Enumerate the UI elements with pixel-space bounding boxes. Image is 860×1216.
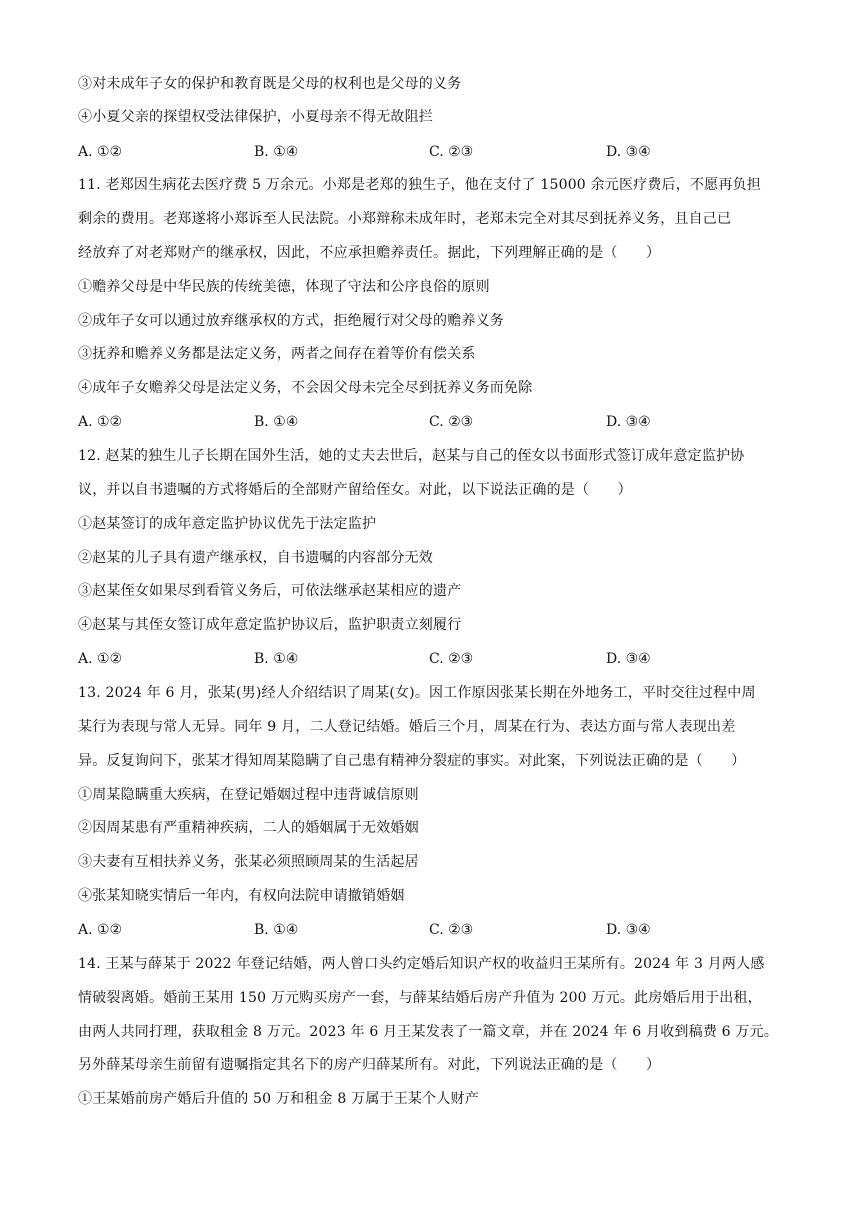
q11-stem-line-2: 剩余的费用。老郑遂将小郑诉至人民法院。小郑辩称未成年时，老郑未完全对其尽到抚养义务，且自己已 [78,211,732,227]
q10-statement-3: ③对未成年子女的保护和教育既是父母的权利也是父母的义务 [78,76,462,92]
q13-statement-1: ①周某隐瞒重大疾病，在登记婚姻过程中违背诚信原则 [78,787,419,803]
q14-statement-1: ①王某婚前房产婚后升值的 50 万和租金 8 万属于王某个人财产 [78,1091,479,1107]
q11-statement-1: ①赡养父母是中华民族的传统美德，体现了守法和公序良俗的原则 [78,279,490,295]
q12-statement-3: ③赵某侄女如果尽到看管义务后，可依法继承赵某相应的遗产 [78,583,462,599]
q11-stem-line-1: 11. 老郑因生病花去医疗费 5 万余元。小郑是老郑的独生子，他在支付了 15000 余元医疗费后，不愿再负担 [78,177,761,193]
q12-stem-line-1: 12. 赵某的独生儿子长期在国外生活，她的丈夫去世后，赵某与自己的侄女以书面形式签订成年意定监护协 [78,448,745,464]
q11-statement-3: ③抚养和赡养义务都是法定义务，两者之间存在着等价有偿关系 [78,346,476,362]
q11-option-c[interactable]: C. ②③ [429,414,474,430]
q13-option-a[interactable]: A. ①② [78,922,123,938]
q14-stem-line-2: 情破裂离婚。婚前王某用 150 万元购买房产一套，与薛某结婚后房产升值为 200 万元。此房婚后用于出租， [78,990,762,1006]
q13-option-b[interactable]: B. ①④ [254,922,299,938]
q12-statement-4: ④赵某与其侄女签订成年意定监护协议后，监护职责立刻履行 [78,617,462,633]
q12-option-d[interactable]: D. ③④ [606,651,651,667]
q13-stem-line-3: 异。反复询问下，张某才得知周某隐瞒了自己患有精神分裂症的事实。对此案，下列说法正确的是（ ） [78,753,746,769]
q10-option-d[interactable]: D. ③④ [606,144,651,160]
q11-option-d[interactable]: D. ③④ [606,414,651,430]
q14-stem-line-1: 14. 王某与薛某于 2022 年登记结婚，两人曾口头约定婚后知识产权的收益归王某所有。2024 年 3 月两人感 [78,956,765,972]
q14-stem-line-4: 另外薛某母亲生前留有遗嘱指定其名下的房产归薛某所有。对此，下列说法正确的是（ ） [78,1057,661,1073]
q12-statement-2: ②赵某的儿子具有遗产继承权，自书遗嘱的内容部分无效 [78,550,433,566]
q12-stem-line-2: 议，并以自书遗嘱的方式将婚后的全部财产留给侄女。对此，以下说法正确的是（ ） [78,482,632,498]
q10-option-a[interactable]: A. ①② [78,144,123,160]
q10-option-c[interactable]: C. ②③ [429,144,474,160]
q12-option-b[interactable]: B. ①④ [254,651,299,667]
q13-stem-line-1: 13. 2024 年 6 月，张某(男)经人介绍结识了周某(女)。因工作原因张某长期在外地务工，平时交往过程中周 [78,685,756,701]
q11-option-a[interactable]: A. ①② [78,414,123,430]
q11-statement-2: ②成年子女可以通过放弃继承权的方式，拒绝履行对父母的赡养义务 [78,313,504,329]
q12-option-a[interactable]: A. ①② [78,651,123,667]
q10-statement-4: ④小夏父亲的探望权受法律保护，小夏母亲不得无故阻拦 [78,109,433,125]
q11-option-b[interactable]: B. ①④ [254,414,299,430]
q13-option-c[interactable]: C. ②③ [429,922,474,938]
q14-stem-line-3: 由两人共同打理，获取租金 8 万元。2023 年 6 月王某发表了一篇文章，并在 2024 年 6 月收到稿费 6 万元。 [78,1024,779,1040]
q13-stem-line-2: 某行为表现与常人无异。同年 9 月，二人登记结婚。婚后三个月，周某在行为、表达方面与常人表现出差 [78,719,736,735]
q13-option-d[interactable]: D. ③④ [606,922,651,938]
q11-statement-4: ④成年子女赡养父母是法定义务，不会因父母未完全尽到抚养义务而免除 [78,380,533,396]
q11-stem-line-3: 经放弃了对老郑财产的继承权，因此，不应承担赡养责任。据此，下列理解正确的是（ ） [78,245,661,261]
q13-statement-4: ④张某知晓实情后一年内，有权向法院申请撤销婚姻 [78,888,405,904]
q13-statement-2: ②因周某患有严重精神疾病，二人的婚姻属于无效婚姻 [78,820,419,836]
q12-statement-1: ①赵某签订的成年意定监护协议优先于法定监护 [78,516,377,532]
q12-option-c[interactable]: C. ②③ [429,651,474,667]
q13-statement-3: ③夫妻有互相扶养义务，张某必须照顾周某的生活起居 [78,854,419,870]
q10-option-b[interactable]: B. ①④ [254,144,299,160]
